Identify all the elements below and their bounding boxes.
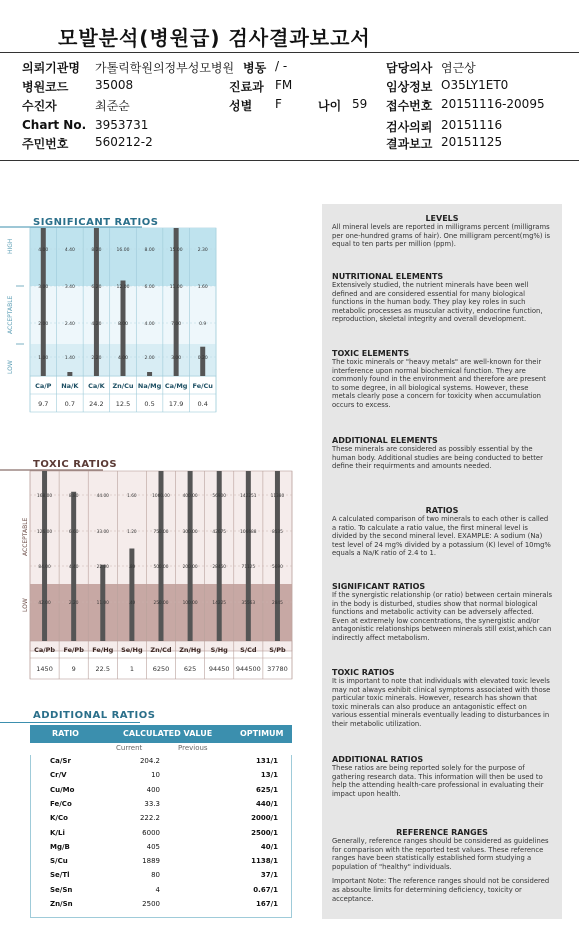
info-levels-text: All mineral levels are reported in milligrams percent (milligrams per one-hundred grams of hair). One milligram percent(mg%) is equal to ten parts per million (ppm). xyxy=(332,223,551,249)
label-clinical-info: 임상정보 xyxy=(386,80,433,94)
significant-label: Ca/P xyxy=(35,382,52,390)
significant-scale-tick: 4.00 xyxy=(144,322,155,327)
significant-axis-high: HIGH xyxy=(7,238,14,254)
value-report-date: 20151125 xyxy=(441,135,503,149)
label-patient: 수진자 xyxy=(22,99,57,113)
info-toxic-ratios-heading: TOXIC RATIOS xyxy=(332,668,395,677)
toxic-scale-tick: .40 xyxy=(128,601,136,606)
value-patient: 최준순 xyxy=(95,99,130,113)
significant-scale-tick: 4.20 xyxy=(91,322,102,327)
additional-row-ratio: S/Cu xyxy=(50,857,68,866)
additional-title-rule xyxy=(0,722,140,723)
significant-value: 12.5 xyxy=(115,400,131,408)
additional-row-optimum: 37/1 xyxy=(260,871,278,880)
info-additional-ratios xyxy=(332,755,552,798)
value-resident-no: 560212-2 xyxy=(95,135,153,149)
info-additional xyxy=(332,436,552,471)
additional-row-ratio: Se/Tl xyxy=(50,871,70,880)
toxic-scale-tick: 100.00 xyxy=(182,601,198,606)
label-doctor: 담당의사 xyxy=(386,61,433,75)
toxic-scale-tick: 28450 xyxy=(212,565,227,570)
value-chart-no: 3953731 xyxy=(95,118,149,132)
significant-axis-acceptable: ACCEPTABLE xyxy=(7,295,14,334)
info-toxic-text: The toxic minerals or "heavy metals" are well-known for their interference upon normal biochemical function. They are commonly found in the environment and therefore are present to some degree, in all biological systems. However, these metals clearly pose a concern for toxicity when accumulation occurs to excess. xyxy=(332,358,546,409)
label-resident-no: 주민번호 xyxy=(22,137,69,151)
additional-row-ratio: Ca/Sr xyxy=(50,757,71,765)
info-levels xyxy=(332,214,552,249)
info-significant xyxy=(332,582,552,643)
toxic-scale-tick: 500.00 xyxy=(153,565,169,570)
toxic-value: 625 xyxy=(183,665,197,673)
additional-row-current: 222.2 xyxy=(139,814,160,823)
info-reference-text: Generally, reference ranges should be considered as guidelines for comparison with the reported test values. These reference ranges have been statistically established form studying a population of "healthy" individuals. xyxy=(332,837,549,871)
toxic-scale-tick: 168.00 xyxy=(37,494,53,499)
significant-scale-tick: 15.00 xyxy=(169,248,183,253)
toxic-value: 22.5 xyxy=(95,665,111,673)
significant-scale-tick: 8.00 xyxy=(144,248,155,253)
significant-scale-tick: 3.00 xyxy=(171,356,182,361)
additional-row-current: 6000 xyxy=(142,828,160,837)
toxic-value: 6250 xyxy=(152,665,170,673)
info-significant-heading: SIGNIFICANT RATIOS xyxy=(332,582,426,591)
toxic-scale-tick: 142251 xyxy=(240,494,257,499)
significant-label: Ca/K xyxy=(88,382,105,390)
significant-bar-na-mg xyxy=(147,372,152,376)
additional-row-ratio: K/Li xyxy=(50,828,65,837)
toxic-scale-tick: 35563 xyxy=(241,601,256,606)
toxic-scale-tick: 11380 xyxy=(270,494,285,499)
significant-axis-low: LOW xyxy=(7,360,14,374)
info-panel xyxy=(322,204,562,919)
info-significant-text: If the synergistic relationship (or ratio) between certain minerals in the body is disturbed, studies show that normal biological functions and metabolic activity can be adversely affected. Even at extremely low concentrations, the synergistic and/or antagonistic relationships between minerals still exist,which can indirectly affect metabolism. xyxy=(332,591,552,642)
toxic-value: 9 xyxy=(71,665,76,673)
significant-label: Zn/Cu xyxy=(112,382,134,390)
toxic-label: Fe/Pb xyxy=(63,646,84,654)
additional-row-optimum: 2500/1 xyxy=(251,828,278,837)
info-ratios-heading: RATIOS xyxy=(425,506,459,515)
info-reference xyxy=(332,828,552,903)
toxic-label: Zn/Cd xyxy=(150,646,172,654)
info-reference-heading: REFERENCE RANGES xyxy=(396,828,488,837)
additional-row-ratio: Mg/B xyxy=(50,842,70,851)
toxic-scale-tick: 1.60 xyxy=(127,494,137,499)
toxic-bar-se-hg xyxy=(129,549,134,642)
toxic-title: TOXIC RATIOS xyxy=(33,459,118,470)
additional-row-ratio: Cr/V xyxy=(50,771,67,780)
additional-row-current: 400 xyxy=(146,785,160,794)
additional-header-opt: OPTIMUM xyxy=(240,729,284,738)
info-ratios-text: A calculated comparison of two minerals to each other is called a ratio. To calculate a ratio value, the first mineral level is divided by the second mineral level. EXAMPLE: A sodium (Na) test level of 24 mg% divided by a potassium (K) level of 10mg% equals a Na/K ratio of 2.4 to 1. xyxy=(332,515,551,558)
toxic-scale-tick: .80 xyxy=(128,565,136,570)
toxic-value: 1 xyxy=(129,665,134,673)
significant-value: 0.5 xyxy=(144,400,155,408)
significant-scale-tick: 1.00 xyxy=(38,356,49,361)
toxic-label: Se/Hg xyxy=(121,646,143,654)
toxic-scale-tick: 750.00 xyxy=(153,530,169,535)
significant-scale-tick: 1.60 xyxy=(197,285,208,290)
additional-row-ratio: Se/Sn xyxy=(50,885,73,894)
toxic-axis-acceptable: ACCEPTABLE xyxy=(22,517,29,556)
toxic-scale-tick: 42.00 xyxy=(38,601,51,606)
label-ward: 병동 xyxy=(243,61,267,75)
toxic-scale-tick: 6.60 xyxy=(68,530,79,535)
significant-label: Na/Mg xyxy=(137,382,162,390)
info-nutritional-text: Extensively studied, the nutrient minerals have been well defined and are considered essential for many biological functions in the human body. They play key roles in such metabolic processes as muscular activity, endocrine function, reproduction, skeletal integrity and overall development. xyxy=(332,281,543,324)
additional-row-optimum: 40/1 xyxy=(260,842,278,851)
info-nutritional-heading: NUTRITIONAL ELEMENTS xyxy=(332,272,444,281)
significant-value: 17.9 xyxy=(168,400,184,408)
toxic-value: 944500 xyxy=(235,665,261,673)
additional-row-optimum: 625/1 xyxy=(255,785,278,794)
additional-table-frame xyxy=(30,755,292,918)
significant-scale-tick: 3.40 xyxy=(64,285,75,290)
toxic-scale-tick: 106688 xyxy=(240,530,257,535)
additional-row-optimum: 131/1 xyxy=(255,757,278,765)
additional-header-ratio: RATIO xyxy=(52,729,79,738)
significant-value: 0.7 xyxy=(64,400,76,408)
toxic-label: S/Pb xyxy=(269,646,286,654)
toxic-scale-tick: 71125 xyxy=(241,565,256,570)
significant-scale-tick: 11.00 xyxy=(169,285,183,290)
significant-value: 9.7 xyxy=(38,400,49,408)
additional-row-optimum: 0.67/1 xyxy=(253,885,278,894)
toxic-scale-tick: 33.00 xyxy=(96,530,109,535)
info-toxic-ratios xyxy=(332,668,552,729)
significant-scale-tick: 4.00 xyxy=(38,248,49,253)
additional-header-calc: CALCULATED VALUE xyxy=(123,729,213,738)
header-bottom-rule xyxy=(0,160,579,161)
info-nutritional xyxy=(332,272,552,324)
toxic-scale-tick: 200.00 xyxy=(182,565,198,570)
value-institution: 가톨릭학원의정부성모병원 xyxy=(95,61,235,75)
significant-high-band xyxy=(30,228,216,286)
header-row-1 xyxy=(22,59,476,76)
additional-row-ratio: Fe/Co xyxy=(50,799,72,808)
additional-row-ratio: K/Co xyxy=(50,814,68,823)
toxic-scale-tick: 1.20 xyxy=(127,530,137,535)
significant-scale-tick: 0.9 xyxy=(199,322,207,327)
toxic-scale-tick: 84.00 xyxy=(38,565,51,570)
additional-title: ADDITIONAL RATIOS xyxy=(33,710,156,721)
info-toxic-ratios-text: It is important to note that individuals with elevated toxic levels may not always exhibit clinical symptoms associated with those particular toxic minerals. However, research has shown that toxic minerals can also produce an antagonistic effect on various essential minerals eventually leading to disturbances in their metabolic utilization. xyxy=(332,677,551,728)
significant-scale-tick: 6.20 xyxy=(91,285,102,290)
value-sex: F xyxy=(275,97,282,111)
significant-scale-tick: 3.00 xyxy=(38,285,49,290)
toxic-scale-tick: 42675 xyxy=(212,530,227,535)
significant-chart xyxy=(0,214,300,436)
toxic-scale-tick: 300.00 xyxy=(182,530,198,535)
value-hospital-code: 35008 xyxy=(95,78,134,92)
toxic-label: Fe/Hg xyxy=(92,646,114,654)
header-row-4 xyxy=(22,118,503,134)
additional-subheader-previous: Previous xyxy=(178,744,208,752)
significant-value: 24.2 xyxy=(89,400,104,408)
toxic-scale-tick: 14225 xyxy=(212,601,227,606)
significant-label: Ca/Mg xyxy=(164,382,188,390)
label-chart-no: Chart No. xyxy=(22,118,87,132)
info-additional-heading: ADDITIONAL ELEMENTS xyxy=(332,436,438,445)
toxic-scale-tick: 126.00 xyxy=(37,530,53,535)
toxic-value: 37780 xyxy=(267,665,288,673)
label-receipt-no: 접수번호 xyxy=(386,99,433,113)
value-doctor: 염근상 xyxy=(441,61,476,75)
additional-row-optimum: 1138/1 xyxy=(251,857,278,866)
label-request-date: 검사의뢰 xyxy=(386,120,433,134)
toxic-scale-tick: 44.00 xyxy=(96,494,109,499)
significant-scale-tick: 8.20 xyxy=(91,248,102,253)
additional-subheader-current: Current xyxy=(116,744,143,752)
toxic-scale-tick: 11.00 xyxy=(96,601,109,606)
info-additional-ratios-heading: ADDITIONAL RATIOS xyxy=(332,755,424,764)
toxic-scale-tick: 5690 xyxy=(271,565,283,570)
additional-row-current: 405 xyxy=(146,842,160,851)
additional-row-current: 10 xyxy=(151,771,160,780)
significant-scale-tick: 4.00 xyxy=(117,356,129,361)
significant-bar-fe-cu xyxy=(200,347,205,376)
label-hospital-code: 병원코드 xyxy=(22,80,69,94)
toxic-scale-tick: 4.40 xyxy=(68,565,79,570)
additional-row-optimum: 167/1 xyxy=(255,900,278,908)
additional-row-current: 80 xyxy=(151,871,160,880)
additional-row-optimum: 2000/1 xyxy=(251,814,278,823)
additional-row-current: 2500 xyxy=(142,900,160,908)
significant-value: 0.4 xyxy=(197,400,208,408)
significant-label: Na/K xyxy=(61,382,79,390)
additional-row-ratio: Cu/Mo xyxy=(50,785,75,794)
significant-scale-tick: 2.20 xyxy=(91,356,102,361)
significant-scale-tick: 2.30 xyxy=(197,248,208,253)
report-header xyxy=(0,0,579,160)
toxic-scale-tick: 22.00 xyxy=(96,565,109,570)
report-title: 모발분석(병원급) 검사결과보고서 xyxy=(58,26,371,50)
toxic-label: S/Cd xyxy=(240,646,257,654)
significant-scale-tick: 16.00 xyxy=(116,248,130,253)
significant-scale-tick: 6.00 xyxy=(144,285,155,290)
additional-row-current: 33.3 xyxy=(144,799,160,808)
info-toxic-heading: TOXIC ELEMENTS xyxy=(332,349,410,358)
additional-row-current: 204.2 xyxy=(139,757,160,765)
info-toxic xyxy=(332,349,552,410)
significant-scale-tick: 2.00 xyxy=(38,322,49,327)
toxic-scale-tick: 8.80 xyxy=(68,494,79,499)
toxic-value: 94450 xyxy=(208,665,230,673)
additional-row-current: 1889 xyxy=(142,857,160,866)
toxic-axis-low: LOW xyxy=(22,598,29,612)
significant-scale-tick: 0.20 xyxy=(197,356,208,361)
value-ward: / - xyxy=(275,59,288,73)
header-row-2 xyxy=(22,78,509,95)
additional-row-current: 4 xyxy=(155,885,160,894)
label-report-date: 결과보고 xyxy=(386,137,433,151)
header-top-rule xyxy=(0,52,579,53)
toxic-scale-tick: 56900 xyxy=(212,494,227,499)
significant-title: SIGNIFICANT RATIOS xyxy=(33,217,159,228)
value-department: FM xyxy=(275,78,293,92)
value-receipt-no: 20151116-20095 xyxy=(441,97,545,111)
toxic-scale-tick: 2845 xyxy=(271,601,283,606)
label-department: 진료과 xyxy=(229,80,264,94)
info-additional-ratios-text: These ratios are being reported solely for the purpose of gathering research data. This information will then be used to help the attending health-care professional in evaluating their impact upon health. xyxy=(332,764,544,798)
additional-row-ratio: Zn/Sn xyxy=(50,900,73,908)
toxic-label: Zn/Hg xyxy=(179,646,202,654)
value-age: 59 xyxy=(352,97,368,111)
header-row-5 xyxy=(22,135,503,152)
toxic-chart xyxy=(0,456,300,696)
significant-bar-na-k xyxy=(67,372,72,376)
toxic-scale-tick: 8535 xyxy=(271,530,283,535)
significant-scale-tick: 12.00 xyxy=(116,285,130,290)
toxic-label: Ca/Pb xyxy=(34,646,56,654)
toxic-scale-tick: 250.00 xyxy=(153,601,169,606)
info-reference-note: Important Note: The reference ranges should not be considered as absoulte limits for determining deficiency, toxicity or acceptance. xyxy=(332,877,550,903)
toxic-scale-tick: 2.20 xyxy=(68,601,79,606)
toxic-scale-tick: 400.00 xyxy=(182,494,198,499)
significant-scale-tick: 2.00 xyxy=(144,356,155,361)
label-sex: 성별 xyxy=(229,99,253,113)
additional-row-optimum: 440/1 xyxy=(255,799,278,808)
toxic-scale-tick: 1000.00 xyxy=(152,494,170,499)
significant-scale-tick: 4.40 xyxy=(64,248,75,253)
significant-scale-tick: 2.40 xyxy=(64,322,75,327)
significant-scale-tick: 7.00 xyxy=(171,322,182,327)
info-additional-text: These minerals are considered as possibly essential by the human body. Additional studies are being conducted to better define their requirments and amounts needed. xyxy=(332,445,543,471)
label-institution: 의뢰기관명 xyxy=(22,61,80,75)
significant-scale-tick: 1.40 xyxy=(64,356,75,361)
value-request-date: 20151116 xyxy=(441,118,503,132)
significant-bar-zn-cu xyxy=(121,281,126,377)
value-clinical-info: O35LY1ET0 xyxy=(441,78,509,92)
significant-label: Fe/Cu xyxy=(192,382,213,390)
significant-scale-tick: 8.00 xyxy=(117,322,129,327)
info-ratios xyxy=(332,506,552,558)
toxic-label: S/Hg xyxy=(210,646,228,654)
header-row-3 xyxy=(22,97,545,114)
additional-header xyxy=(30,725,292,743)
info-levels-heading: LEVELS xyxy=(425,214,459,223)
toxic-value: 1450 xyxy=(36,665,53,673)
additional-row-optimum: 13/1 xyxy=(260,771,278,780)
label-age: 나이 xyxy=(318,99,342,113)
